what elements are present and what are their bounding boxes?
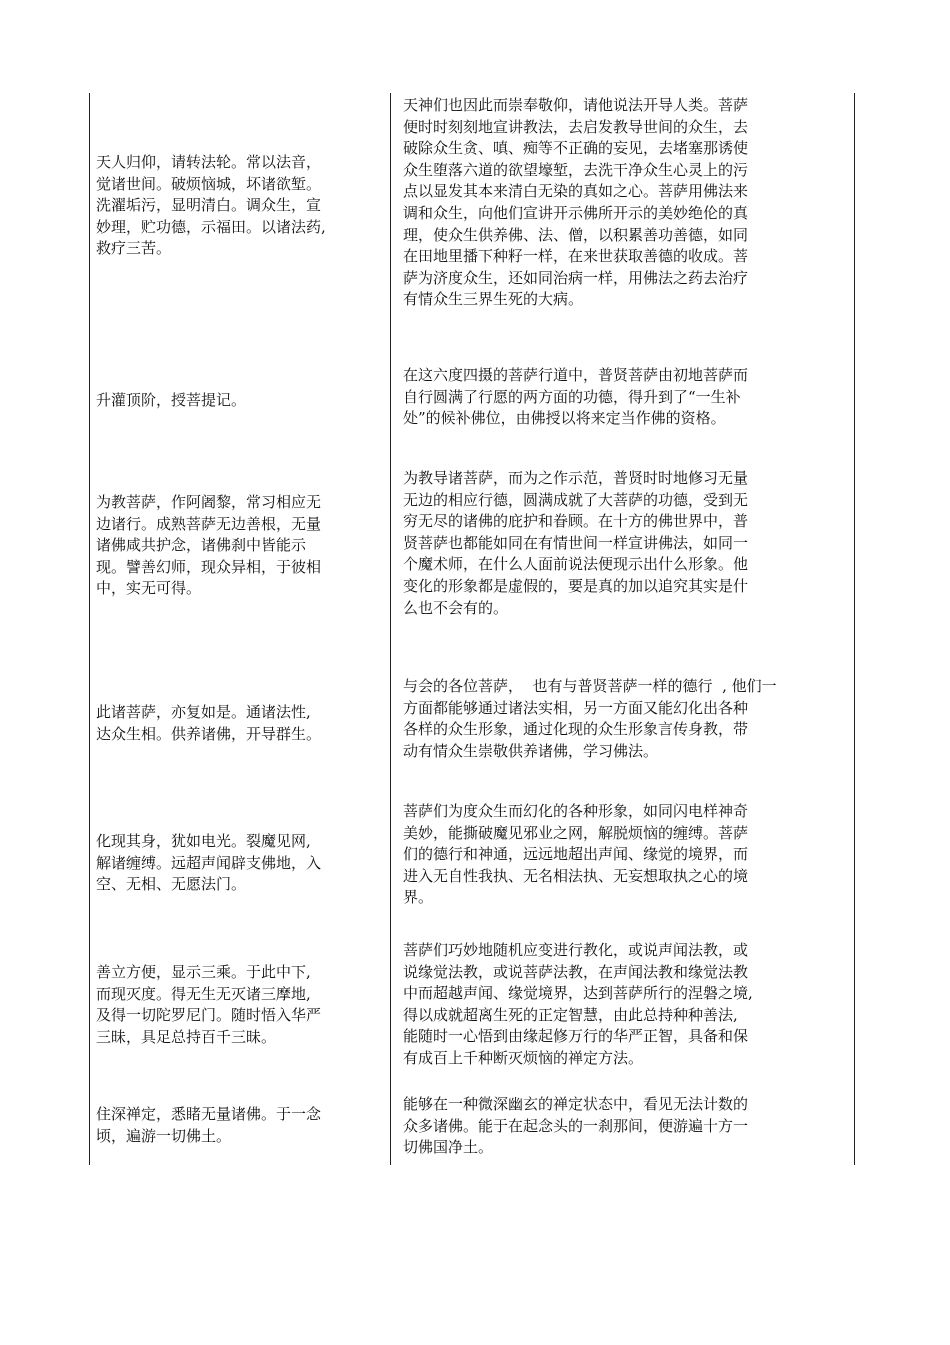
commentary-cell (403, 676, 845, 762)
commentary-line: 有成百上千种断灭烦恼的禅定方法。 (403, 1048, 644, 1067)
scripture-line: 救疗三苦。 (96, 239, 172, 258)
commentary-line: 萨为济度众生，还如同治病一样，用佛法之药去治疗 (403, 268, 749, 287)
table-border-middle (390, 93, 391, 1165)
commentary-line: 穷无尽的诸佛的庇护和眷顾。在十方的佛世界中，普 (403, 512, 749, 531)
scripture-cell (96, 831, 368, 896)
scripture-line: 觉诸世间。破烦恼城，坏诸欲堑。 (96, 174, 322, 193)
scripture-line: 三昧，具足总持百千三昧。 (96, 1027, 277, 1046)
scripture-line: 此诸菩萨，亦复如是。通诸法性, (96, 703, 311, 721)
commentary-cell (403, 940, 845, 1070)
scripture-line: 住深禅定，悉睹无量诸佛。于一念 (96, 1105, 322, 1123)
scripture-cell (96, 1104, 368, 1147)
scripture-line: 解诸缠缚。远超声闻辟支佛地，入 (96, 853, 322, 872)
commentary-line: 在田地里播下种籽一样，在来世获取善德的收成。菩 (403, 247, 749, 266)
commentary-line: 有情众生三界生死的大病。 (403, 290, 584, 309)
commentary-line: 进入无自性我执、无名相法执、无妄想取执之心的境 (403, 866, 749, 885)
commentary-cell (403, 1094, 845, 1159)
commentary-cell (403, 365, 845, 430)
scripture-line: 化现其身，犹如电光。裂魔见网, (96, 832, 311, 850)
commentary-line: 调和众生，向他们宣讲开示佛所开示的美妙绝伦的真 (403, 203, 749, 222)
scripture-line: 边诸行。成熟菩萨无边善根，无量 (96, 514, 322, 533)
commentary-line: 众多诸佛。能于在起念头的一刹那间，便游遍十方一 (403, 1116, 749, 1135)
scripture-cell (96, 152, 368, 260)
scripture-line: 诸佛咸共护念，诸佛刹中皆能示 (96, 536, 307, 555)
commentary-line: 能够在一种微深幽玄的禅定状态中，看见无法计数的 (403, 1095, 749, 1113)
commentary-cell (403, 468, 845, 619)
commentary-line: 菩萨们为度众生而幻化的各种形象，如同闪电样神奇 (403, 802, 749, 820)
commentary-line: 理，使众生供养佛、法、僧，以积累善功善德，如同 (403, 225, 749, 244)
scripture-line: 及得一切陀罗尼门。随时悟入华严 (96, 1006, 322, 1025)
scripture-cell (96, 492, 368, 600)
scripture-line: 妙理，贮功德，示福田。以诸法药, (96, 217, 326, 236)
commentary-cell (403, 95, 845, 311)
commentary-line: 动有情众生崇敬供养诸佛，学习佛法。 (403, 741, 659, 760)
table-border-left (89, 93, 90, 1165)
commentary-line: 切佛国净土。 (403, 1138, 494, 1157)
commentary-line: 无边的相应行德，圆满成就了大菩萨的功德，受到无 (403, 490, 749, 509)
commentary-cell (403, 801, 845, 909)
scripture-line: 而现灭度。得无生无灭诸三摩地, (96, 984, 311, 1003)
commentary-line: 中而超越声闻、缘觉境界，达到菩萨所行的涅磐之境, (403, 984, 753, 1003)
commentary-line: 处”的候补佛位，由佛授以将来定当作佛的资格。 (403, 409, 726, 428)
commentary-line: 们的德行和神通，远远地超出声闻、缘觉的境界，而 (403, 845, 749, 864)
commentary-line: 说缘觉法教，或说菩萨法教，在声闻法教和缘觉法教 (403, 962, 749, 981)
commentary-line: 美妙，能撕破魔见邪业之网，解脱烦恼的缠缚。菩萨 (403, 823, 749, 842)
commentary-line: 众生堕落六道的欲望壕堑，去洗干净众生心灵上的污 (403, 160, 749, 179)
commentary-line: 么也不会有的。 (403, 598, 509, 617)
scripture-line: 为教菩萨，作阿阇黎，常习相应无 (96, 493, 322, 511)
table-border-right (854, 93, 855, 1165)
commentary-line: 破除众生贪、嗔、痴等不正确的妄见，去堵塞那诱使 (403, 139, 749, 158)
scripture-line: 天人归仰，请转法轮。常以法音， (96, 153, 322, 171)
scripture-line: 洗濯垢污，显明清白。调众生，宣 (96, 196, 322, 215)
commentary-line: 变化的形象都是虚假的，要是真的加以追究其实是什 (403, 576, 749, 595)
commentary-line: 方面都能够通过诸法实相，另一方面又能幻化出各种 (403, 698, 749, 717)
commentary-line: 与会的各位菩萨， 也有与普贤菩萨一样的德行 , 他们一 (403, 677, 777, 695)
commentary-line: 天神们也因此而崇奉敬仰，请他说法开导人类。菩萨 (403, 96, 749, 114)
scripture-line: 顷，遍游一切佛土。 (96, 1126, 232, 1145)
scripture-line: 中，实无可得。 (96, 579, 202, 598)
commentary-line: 便时时刻刻地宣讲教法，去启发教导世间的众生，去 (403, 117, 749, 136)
scripture-cell (96, 962, 368, 1048)
commentary-line: 贤菩萨也都能如同在有情世间一样宣讲佛法，如同一 (403, 533, 749, 552)
scripture-cell (96, 390, 368, 412)
scripture-line: 升灌顶阶，授菩提记。 (96, 391, 247, 409)
commentary-line: 为教导诸菩萨，而为之作示范，普贤时时地修习无量 (403, 469, 749, 487)
commentary-line: 自行圆满了行愿的两方面的功德，得升到了“一生补 (403, 387, 741, 406)
scripture-line: 善立方便，显示三乘。于此中下, (96, 963, 311, 981)
commentary-line: 得以成就超离生死的正定智慧，由此总持种种善法, (403, 1005, 738, 1024)
commentary-line: 能随时一心悟到由缘起修万行的华严正智，具备和保 (403, 1027, 749, 1046)
commentary-line: 点以显发其本来清白无染的真如之心。菩萨用佛法来 (403, 182, 749, 201)
scripture-cell (96, 702, 368, 745)
commentary-line: 界。 (403, 888, 434, 907)
scripture-line: 达众生相。供养诸佛，开导群生。 (96, 724, 322, 743)
scripture-line: 空、无相、无愿法门。 (96, 875, 247, 894)
commentary-line: 菩萨们巧妙地随机应变进行教化，或说声闻法教，或 (403, 941, 749, 959)
scripture-line: 现。譬善幻师，现众异相，于彼相 (96, 557, 322, 576)
commentary-line: 在这六度四摄的菩萨行道中，普贤菩萨由初地菩萨而 (403, 366, 749, 384)
commentary-line: 各样的众生形象，通过化现的众生形象言传身教，带 (403, 720, 749, 739)
commentary-line: 个魔术师，在什么人面前说法便现示出什么形象。他 (403, 555, 749, 574)
